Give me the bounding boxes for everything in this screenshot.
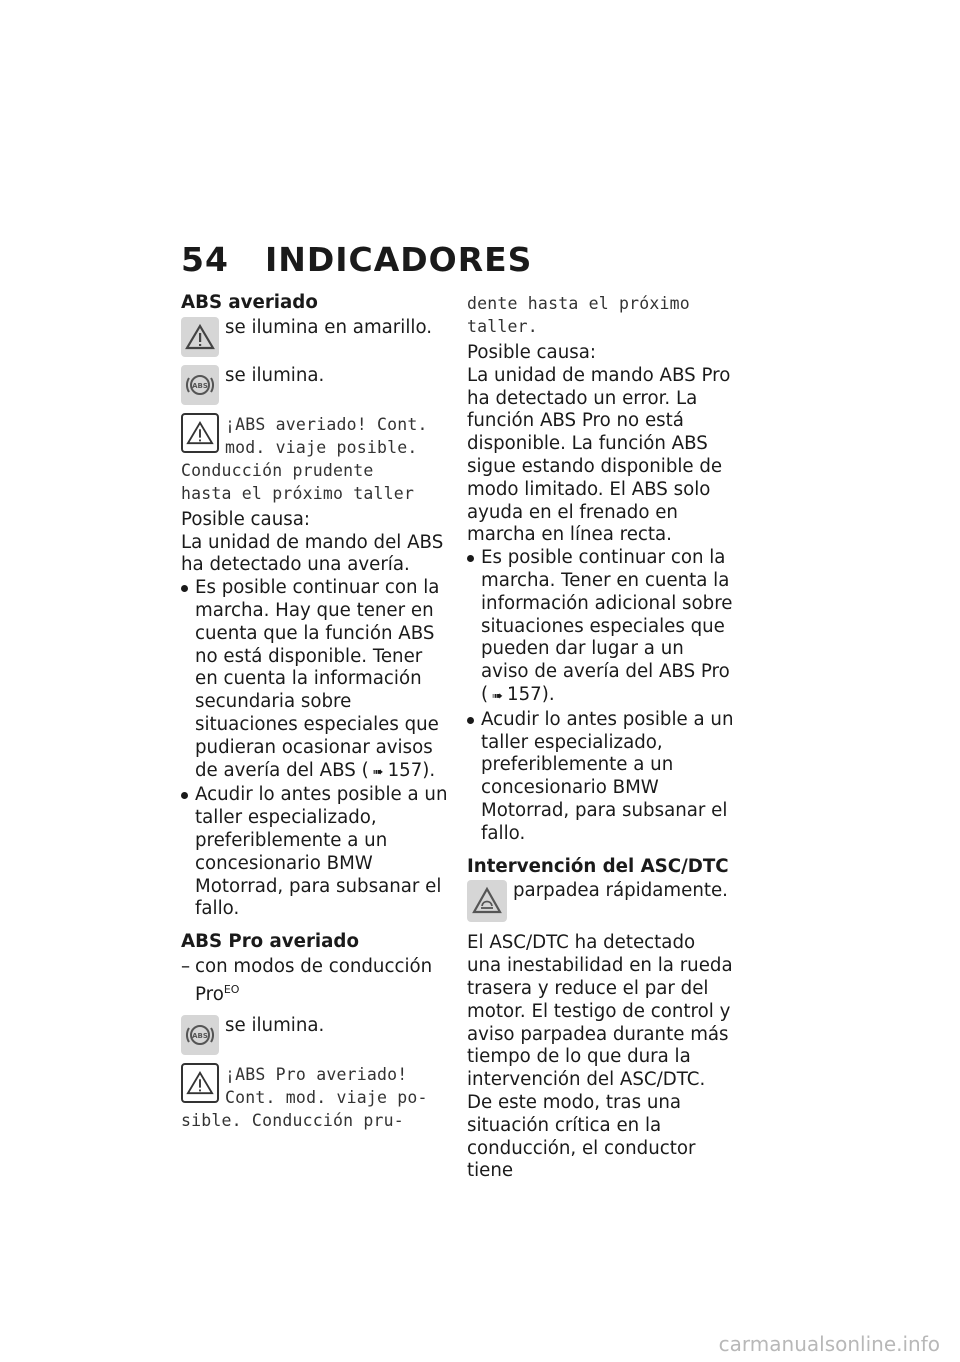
svg-text:ABS: ABS: [192, 381, 208, 390]
abs-pro-condition-sup: EO: [223, 982, 240, 996]
abs-pro-condition: [181, 956, 449, 1007]
abs-pro-display-line-1: ¡ABS Pro averiado!: [225, 1064, 408, 1084]
svg-text:ABS: ABS: [192, 1031, 208, 1040]
warning-outline-icon: [181, 1063, 219, 1103]
abs-cause-text: La unidad de mando del ABS ha detectado una avería.: [181, 531, 444, 576]
asc-dtc-lamp-text: parpadea rápidamente.: [513, 880, 728, 902]
arrow-ref-icon: ➠: [372, 764, 384, 780]
abs-bullet-1: [181, 577, 449, 784]
abs-bullet-1-text: Es posible continuar con la marcha. Hay que tener en cuenta que la función ABS no está disponible. Tener en cuenta la información secundaria sobre situaciones especiales que pudieran ocasionar avisos de avería del ABS (: [195, 577, 440, 781]
asc-dtc-lamp-icon: [467, 880, 507, 922]
abs-warning-text: se ilumina en amarillo.: [225, 316, 433, 338]
arrow-ref-icon: ➠: [492, 688, 504, 704]
page-header: [181, 240, 532, 279]
page-number: 54: [181, 240, 229, 279]
asc-dtc-heading: Intervención del ASC/DTC: [467, 855, 729, 877]
abs-pro-bullet-1: [467, 547, 735, 709]
abs-display-line-3: Conducción prudente: [181, 460, 374, 480]
abs-pro-display-lines: [219, 1063, 428, 1109]
abs-pro-cause-label: Posible causa:: [467, 342, 596, 363]
warning-triangle-icon: [181, 317, 219, 357]
left-column: [181, 292, 449, 1132]
abs-lamp-icon: [181, 1015, 219, 1055]
abs-display-lines: [219, 413, 428, 459]
footer-watermark: carmanualsonline.info: [718, 1332, 940, 1356]
abs-display-line-1: ¡ABS averiado! Cont.: [225, 414, 428, 434]
abs-pro-condition-text: con modos de conducción Pro: [195, 955, 433, 1005]
abs-pro-bullet-1-text: Es posible continuar con la marcha. Tener en cuenta la información adicional sobre situaciones especiales que pueden dar lugar a un aviso de avería del ABS Pro (: [481, 547, 733, 705]
abs-pro-bullet-2: [467, 709, 735, 846]
abs-pro-heading: ABS Pro averiado: [181, 931, 359, 953]
abs-pro-display-row: [181, 1063, 449, 1109]
abs-heading: ABS averiado: [181, 292, 318, 313]
abs-pro-lamp-row: [181, 1015, 449, 1055]
asc-dtc-text: El ASC/DTC ha detectado una inestabilidad en la rueda trasera y reduce el par del motor. El testigo de control y aviso parpadea durante más tiempo de lo que dura la intervención del ASC/DTC. De este modo, tras una situación crítica en la conducción, el conductor tiene: [467, 932, 733, 1182]
abs-pro-display-line-4: dente hasta el próximo: [467, 294, 690, 313]
abs-display-line-4: hasta el próximo taller: [181, 483, 415, 503]
abs-pro-lamp-text: se ilumina.: [225, 1014, 325, 1036]
abs-lamp-row: [181, 365, 449, 405]
abs-pro-display-line-5: taller.: [467, 317, 538, 336]
right-column: [467, 292, 735, 1183]
asc-dtc-lamp-row: [467, 880, 735, 922]
warning-outline-icon: [181, 413, 219, 453]
abs-lamp-icon: [181, 365, 219, 405]
abs-warning-row: [181, 317, 449, 357]
abs-pro-bullet-2-text: Acudir lo antes posible a un taller especializado, preferiblemente a un concesionario BMW Motorrad, para subsanar el fallo.: [481, 708, 734, 844]
abs-display-row: [181, 413, 449, 459]
abs-bullet-2-text: Acudir lo antes posible a un taller especializado, preferiblemente a un concesionario BMW Motorrad, para subsanar el fallo.: [195, 784, 448, 920]
abs-cause-label: Posible causa:: [181, 508, 310, 530]
abs-lamp-text: se ilumina.: [225, 364, 325, 386]
abs-display-line-2: mod. viaje posible.: [225, 437, 418, 457]
page-title: INDICADORES: [264, 240, 533, 279]
abs-bullet-1-ref: 157).: [387, 759, 436, 781]
abs-pro-display-line-3: sible. Conducción pru-: [181, 1110, 404, 1130]
abs-pro-cause-text: La unidad de mando ABS Pro ha detectado un error. La función ABS Pro no está disponible. La función ABS sigue estando disponible de modo limitado. El ABS solo ayuda en el frenado en marcha en línea recta.: [467, 364, 731, 546]
abs-pro-display-line-2: Cont. mod. viaje po-: [225, 1087, 428, 1107]
abs-pro-bullet-1-ref: 157).: [507, 683, 555, 705]
abs-bullet-2: [181, 784, 449, 921]
